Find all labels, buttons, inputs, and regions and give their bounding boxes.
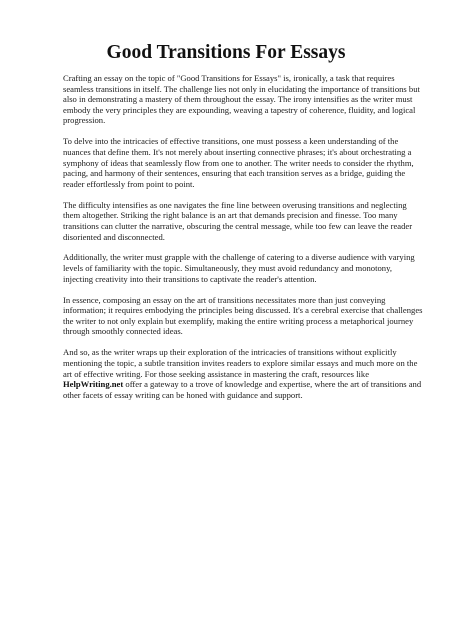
paragraph-1: Crafting an essay on the topic of "Good Transitions for Essays" is, ironically, a task that requires seamless transitions in itself. The challenge lies not only in elucidating the importance of transitions but also in demonstrating a mastery of them throughout the essay. The irony intensifies as the writer must embody the very principles they are expounding, weaving a tapestry of coherence, fluidity, and logical progression. (63, 73, 420, 126)
paragraph-5: In essence, composing an essay on the art of transitions necessitates more than just conveying information; it requires embodying the principles being discussed. It's a cerebral exercise that challenges the writer to not only explain but exemplify, making the entire writing process a metaphorical journey through smoothly connected ideas. (63, 294, 423, 337)
paragraph-6-intro: And so, as the writer wraps up their exploration of the intricacies of transitions without explicitly mentioning the topic, a subtle transition invites readers to explore similar essays and much more on the art of effective writing. For those seeking assistance in mastering the craft, resources like (63, 347, 418, 379)
document-body (63, 73, 423, 411)
document-title: Good Transitions For Essays (106, 42, 346, 63)
helpwriting-link[interactable]: HelpWriting.net (63, 379, 124, 390)
paragraph-6 (63, 347, 423, 400)
paragraph-6-outro: offer a gateway to a trove of knowledge and expertise, where the art of transitions and other facets of essay writing can be honed with guidance and support. (63, 379, 422, 400)
paragraph-4: Additionally, the writer must grapple with the challenge of catering to a diverse audience with varying levels of familiarity with the topic. Simultaneously, they must avoid redundancy and monotony, injecting creativity into their transitions to captivate the reader's attention. (63, 252, 415, 284)
paragraph-3: The difficulty intensifies as one navigates the fine line between overusing transitions and neglecting them altogether. Striking the right balance is an art that demands precision and finesse. Too many transitions can clutter the narrative, obscuring the central message, while too few can leave the reader disoriented and disconnected. (63, 199, 413, 242)
paragraph-2: To delve into the intricacies of effective transitions, one must possess a keen understanding of the nuances that define them. It's not merely about inserting connective phrases; it's about orchestrating a symphony of ideas that seamlessly flow from one to another. The writer needs to consider the rhythm, pacing, and harmony of their sentences, ensuring that each transition serves as a bridge, guiding the reader effortlessly from point to point. (63, 136, 414, 189)
